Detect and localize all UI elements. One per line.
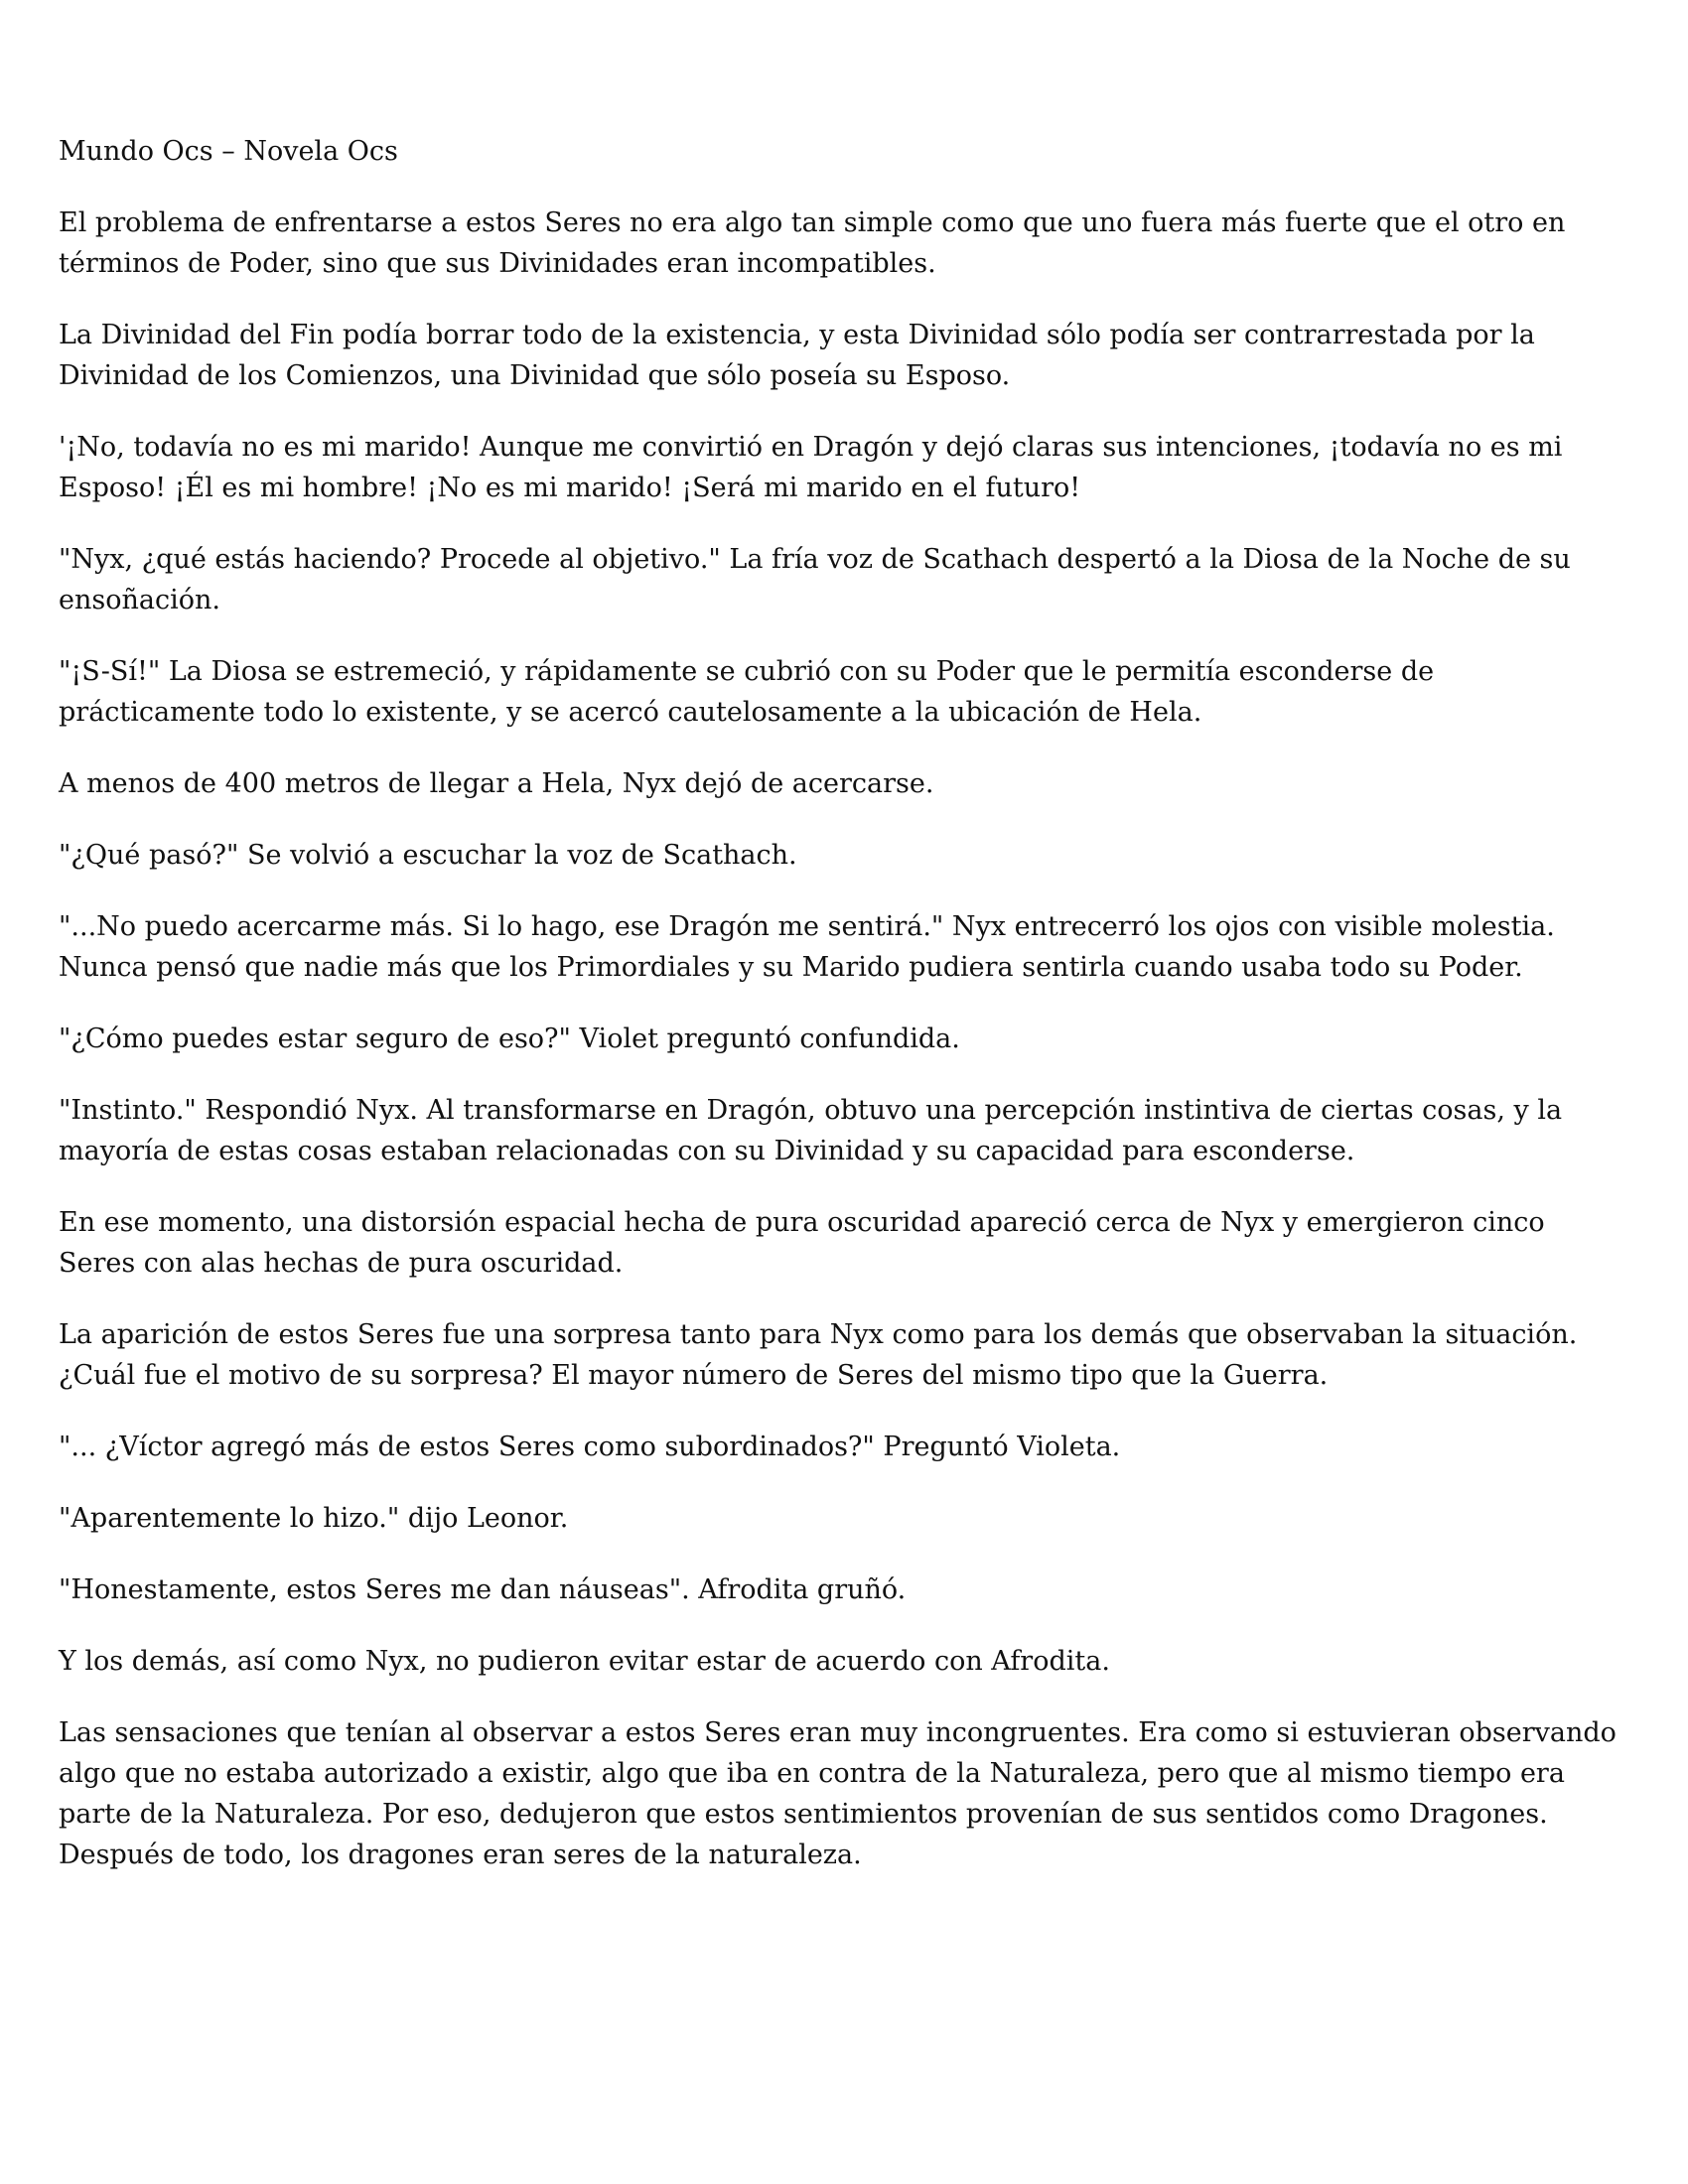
paragraph: En ese momento, una distorsión espacial hecha de pura oscuridad apareció cerca de Nyx y emergieron cinco Seres con alas hechas de pura oscuridad. — [59, 1207, 1545, 1279]
paragraph: "...No puedo acercarme más. Si lo hago, ese Dragón me sentirá." Nyx entrecerró los ojos con visible molestia. Nunca pensó que nadie más que los Primordiales y su Marido pudiera sentirla cuando usaba todo su Poder. — [59, 911, 1555, 983]
document-heading: Mundo Ocs – Novela Ocs — [59, 136, 398, 167]
paragraph: "¡S-Sí!" La Diosa se estremeció, y rápidamente se cubrió con su Poder que le permitía esconderse de prácticamente todo lo existente, y se acercó cautelosamente a la ubicación de Hela. — [59, 656, 1435, 728]
paragraph: Las sensaciones que tenían al observar a estos Seres eran muy incongruentes. Era como si estuvieran observando algo que no estaba autorizado a existir, algo que iba en contra de la Naturaleza, pero que al mismo tiempo era parte de la Naturaleza. Por eso, dedujeron que estos sentimientos provenían de sus sentidos como Dragones. Después de todo, los dragones eran seres de la naturaleza. — [59, 1717, 1617, 1870]
paragraph: "... ¿Víctor agregó más de estos Seres como subordinados?" Preguntó Violeta. — [59, 1432, 1121, 1462]
paragraph: Y los demás, así como Nyx, no pudieron evitar estar de acuerdo con Afrodita. — [59, 1646, 1110, 1677]
paragraph: "¿Cómo puedes estar seguro de eso?" Violet preguntó confundida. — [59, 1024, 960, 1054]
document-page — [59, 131, 1629, 1906]
paragraph: "Nyx, ¿qué estás haciendo? Procede al objetivo." La fría voz de Scathach despertó a la Diosa de la Noche de su ensoñación. — [59, 544, 1571, 615]
paragraph: La aparición de estos Seres fue una sorpresa tanto para Nyx como para los demás que observaban la situación. ¿Cuál fue el motivo de su sorpresa? El mayor número de Seres del mismo tipo que la Guerra. — [59, 1319, 1578, 1391]
paragraph: El problema de enfrentarse a estos Seres no era algo tan simple como que uno fuera más fuerte que el otro en términos de Poder, sino que sus Divinidades eran incompatibles. — [59, 207, 1566, 279]
paragraph: La Divinidad del Fin podía borrar todo de la existencia, y esta Divinidad sólo podía ser contrarrestada por la Divinidad de los Comienzos, una Divinidad que sólo poseía su Esposo. — [59, 320, 1535, 391]
paragraph: "Instinto." Respondió Nyx. Al transformarse en Dragón, obtuvo una percepción instintiva de ciertas cosas, y la mayoría de estas cosas estaban relacionadas con su Divinidad y su capacidad para esconderse. — [59, 1095, 1563, 1166]
paragraph: '¡No, todavía no es mi marido! Aunque me convirtió en Dragón y dejó claras sus intenciones, ¡todavía no es mi Esposo! ¡Él es mi hombre! ¡No es mi marido! ¡Será mi marido en el futuro! — [59, 432, 1563, 503]
paragraph: "Aparentemente lo hizo." dijo Leonor. — [59, 1503, 569, 1534]
paragraph: "Honestamente, estos Seres me dan náuseas". Afrodita gruñó. — [59, 1574, 907, 1605]
paragraph: "¿Qué pasó?" Se volvió a escuchar la voz de Scathach. — [59, 840, 797, 871]
paragraph: A menos de 400 metros de llegar a Hela, Nyx dejó de acercarse. — [59, 768, 934, 799]
